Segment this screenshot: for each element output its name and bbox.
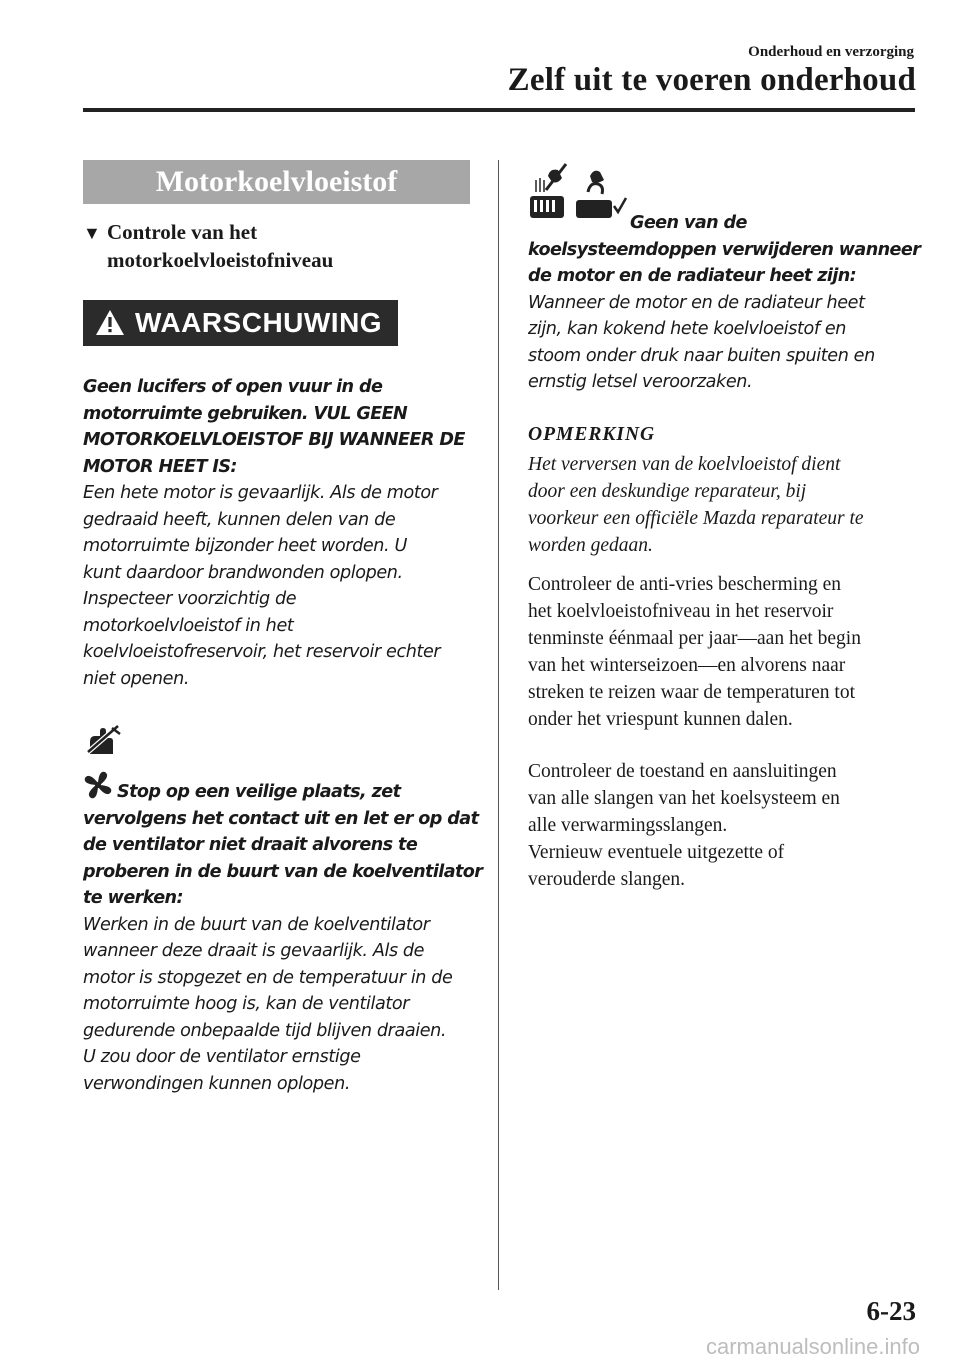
warning-bold-line: te werken: <box>83 888 183 908</box>
warning-bold-line: MOTORKOELVLOEISTOF BIJ WANNEER DE <box>83 430 465 450</box>
subheading-line: motorkoelvloeistofniveau <box>107 248 334 272</box>
warning-line: niet openen. <box>83 668 190 689</box>
body-line: Controleer de anti-vries bescherming en <box>528 574 841 595</box>
note-line: Het verversen van de koelvloeistof dient <box>528 454 841 475</box>
page-number: 6-23 <box>866 1296 916 1326</box>
warning-line: ernstig letsel veroorzaken. <box>528 372 753 392</box>
chapter-title: Onderhoud en verzorging <box>748 44 914 60</box>
body-line: tenminste éénmaal per jaar—aan het begin <box>528 628 861 649</box>
warning-bold-line: proberen in de buurt van de koelventilator <box>83 861 483 882</box>
section-title: Motorkoelvloeistof <box>83 160 470 204</box>
header-divider <box>83 108 915 112</box>
subheading-line: Controle van het <box>107 220 258 244</box>
warning-bold-line <box>83 770 483 806</box>
warning-line: stoom onder druk naar buiten spuiten en <box>528 345 875 366</box>
body-line: verouderde slangen. <box>528 869 686 890</box>
note-line: door een deskundige reparateur, bij <box>528 481 807 502</box>
warning-bold-line: motorruimte gebruiken. VUL GEEN <box>83 403 408 424</box>
warning-line: koelvloeistofreservoir, het reservoir echter <box>83 642 441 662</box>
warning-line: motorkoelvloeistof in het <box>83 615 294 636</box>
body-line: alle verwarmingsslangen. <box>528 815 728 836</box>
note-line: voorkeur een officiële Mazda reparateur te <box>528 508 864 529</box>
warning-line: motor is stopgezet en de temperatuur in de <box>83 967 453 988</box>
body-line: van alle slangen van het koelsysteem en <box>528 788 840 809</box>
warning-text-3 <box>528 210 923 396</box>
body-line: Vernieuw eventuele uitgezette of <box>528 842 785 863</box>
body-line: het koelvloeistofniveau in het reservoir <box>528 601 834 622</box>
warning-banner <box>83 300 398 346</box>
subheading <box>83 219 463 274</box>
body-line: van het winterseizoen—en alvorens naar <box>528 655 846 676</box>
page-title: Zelf uit te voeren onderhoud <box>507 62 916 98</box>
warning-line: motorruimte bijzonder heet worden. U <box>83 536 407 556</box>
warning-triangle-icon <box>95 309 125 336</box>
warning-bold-line: de ventilator niet draait alvorens te <box>83 835 418 855</box>
warning-line: kunt daardoor brandwonden oplopen. <box>83 562 403 583</box>
warning-line: gedurende onbepaalde tijd blijven draaien. <box>83 1020 447 1041</box>
body-line: streken te reizen waar de temperaturen tot <box>528 682 855 703</box>
body-line: Controleer de toestand en aansluitingen <box>528 761 837 782</box>
no-hand-near-fan-icon <box>86 724 122 756</box>
warning-line: U zou door de ventilator ernstige <box>83 1047 361 1067</box>
warning-line: gedraaid heeft, kunnen delen van de <box>83 509 396 530</box>
warning-line: Wanneer de motor en de radiateur heet <box>528 292 865 313</box>
warning-bold-line: MOTOR HEET IS: <box>83 456 237 477</box>
warning-label: WAARSCHUWING <box>135 307 383 338</box>
body-paragraph-1 <box>528 571 923 733</box>
cooling-fan-icon <box>83 770 113 800</box>
warning-bold-line: Geen van de <box>630 213 747 233</box>
warning-line: wanneer deze draait is gevaarlijk. Als de <box>83 941 425 961</box>
warning-line: Een hete motor is gevaarlijk. Als de motor <box>83 483 438 503</box>
warning-line: motorruimte hoog is, kan de ventilator <box>83 994 410 1014</box>
note-line: worden gedaan. <box>528 535 653 556</box>
warning-bold-text: Stop op een veilige plaats, zet <box>117 782 401 802</box>
column-divider <box>498 160 499 1290</box>
warning-line: Werken in de buurt van de koelventilator <box>83 914 430 935</box>
warning-text-1 <box>83 374 473 692</box>
subheading-marker: ▼ <box>83 223 101 243</box>
body-paragraph-2 <box>528 758 923 893</box>
warning-bold-line: de motor en de radiateur heet zijn: <box>528 266 857 286</box>
watermark: carmanualsonline.info <box>705 1334 920 1359</box>
body-line: onder het vriespunt kunnen dalen. <box>528 709 793 730</box>
warning-bold-line: Geen lucifers of open vuur in de <box>83 377 383 397</box>
warning-text-2 <box>83 770 483 1097</box>
warning-line: zijn, kan kokend hete koelvloeistof en <box>528 319 847 339</box>
warning-bold-line: vervolgens het contact uit en let er op dat <box>83 808 479 829</box>
warning-bold-line: koelsysteemdoppen verwijderen wanneer <box>528 239 921 260</box>
note-body <box>528 451 923 559</box>
note-title: OPMERKING <box>528 424 656 445</box>
warning-line: Inspecteer voorzichtig de <box>83 589 297 609</box>
warning-line: verwondingen kunnen oplopen. <box>83 1073 351 1094</box>
